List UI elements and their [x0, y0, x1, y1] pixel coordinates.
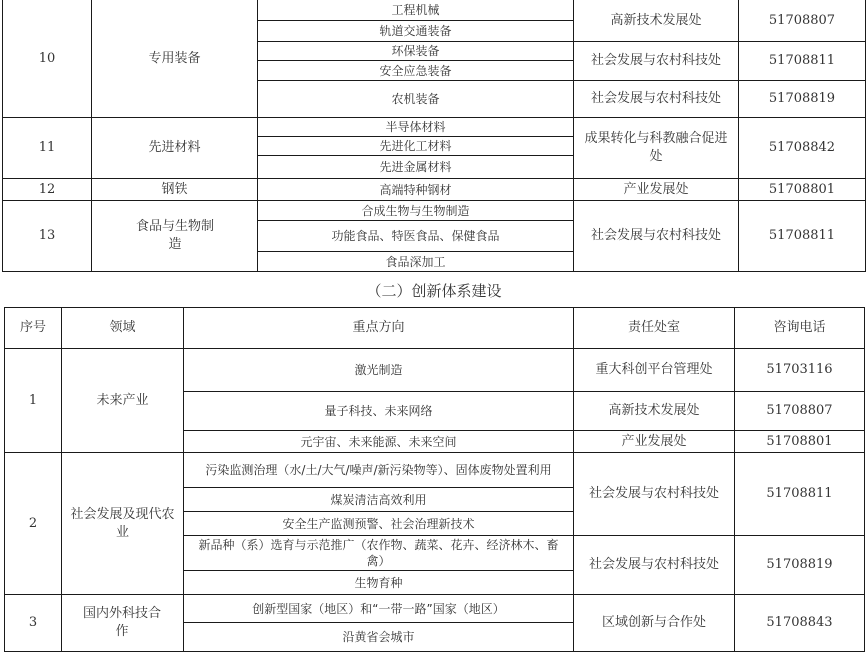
row-number: 2: [28, 515, 38, 531]
direction-cell: 环保装备: [391, 44, 440, 58]
header-field: 领域: [109, 320, 136, 335]
direction-cell: 轨道交通装备: [379, 24, 452, 38]
direction-cell: 激光制造: [354, 363, 403, 377]
office-cell: 成果转化与科教融合促进处: [584, 131, 728, 164]
col-divider: [865, 0, 866, 272]
office-cell: 产业发展处: [623, 181, 689, 197]
office-cell: 社会发展与农村科技处: [588, 557, 719, 572]
field-cell: 专用装备: [148, 50, 201, 66]
col-divider: [864, 307, 865, 652]
phone-cell: 51708801: [766, 433, 833, 449]
phone-cell: 51708807: [768, 12, 836, 28]
direction-cell: 半导体材料: [385, 120, 446, 134]
direction-cell: 安全应急装备: [379, 63, 452, 78]
direction-cell: 煤炭清洁高效利用: [330, 492, 427, 507]
direction-cell: 食品深加工: [385, 254, 446, 269]
direction-cell: 污染监测治理（水/土/大气/噪声/新污染物等）、固体废物处置利用: [205, 463, 552, 477]
phone-cell: 51708811: [768, 53, 836, 68]
header-office: 责任处室: [627, 320, 680, 335]
field-cell: 食品与生物制造: [135, 219, 214, 252]
direction-cell: 先进化工材料: [379, 139, 452, 153]
direction-cell: 功能食品、特医食品、保健食品: [331, 229, 500, 243]
direction-cell: 先进金属材料: [379, 160, 452, 174]
row-divider: [2, 271, 865, 272]
phone-cell: 51708843: [766, 615, 833, 630]
header-phone: 咨询电话: [773, 320, 826, 335]
office-cell: 产业发展处: [621, 433, 687, 449]
header-direction: 重点方向: [352, 320, 405, 335]
phone-cell: 51708807: [766, 403, 833, 418]
field-cell: 钢铁: [161, 181, 188, 197]
row-divider: [4, 651, 864, 652]
direction-cell: 沿黄省会城市: [342, 630, 415, 644]
phone-cell: 51708801: [768, 181, 836, 197]
row-number: 11: [38, 140, 56, 155]
direction-cell: 高端特种钢材: [379, 182, 452, 197]
direction-cell: 生物育种: [354, 575, 403, 590]
direction-cell: 新品种（系）选育与示范推广（农作物、蔬菜、花卉、经济林木、畜禽）: [198, 538, 559, 568]
office-cell: 区域创新与合作处: [601, 615, 706, 630]
phone-cell: 51708819: [766, 557, 833, 572]
phone-cell: 51708811: [768, 228, 836, 243]
office-cell: 社会发展与农村科技处: [590, 91, 721, 106]
phone-cell: 51708811: [766, 486, 833, 501]
row-number: 12: [38, 181, 56, 197]
direction-cell: 合成生物与生物制造: [361, 203, 470, 218]
office-cell: 社会发展与农村科技处: [590, 53, 721, 68]
section-title: （二）创新体系建设: [366, 282, 502, 300]
office-cell: 高新技术发展处: [608, 403, 700, 418]
direction-cell: 创新型国家（地区）和“一带一路”国家（地区）: [252, 601, 505, 616]
direction-cell: 安全生产监测预警、社会治理新技术: [282, 516, 475, 531]
direction-cell: 量子科技、未来网络: [324, 404, 433, 418]
header-no: 序号: [19, 320, 46, 335]
phone-cell: 51703116: [766, 362, 833, 377]
direction-cell: 元宇宙、未来能源、未来空间: [300, 434, 457, 449]
field-cell: 国内外科技合作: [82, 606, 161, 639]
phone-cell: 51708842: [768, 140, 836, 155]
office-cell: 重大科创平台管理处: [595, 362, 713, 377]
office-cell: 高新技术发展处: [610, 12, 702, 28]
field-cell: 社会发展及现代农业: [70, 506, 175, 540]
direction-cell: 工程机械: [391, 3, 440, 17]
field-cell: 先进材料: [148, 140, 201, 155]
field-cell: 未来产业: [96, 392, 149, 408]
office-cell: 社会发展与农村科技处: [588, 486, 719, 501]
row-number: 13: [38, 228, 56, 243]
row-number: 3: [28, 615, 38, 630]
office-cell: 社会发展与农村科技处: [590, 228, 721, 243]
phone-cell: 51708819: [768, 91, 836, 106]
direction-cell: 农机装备: [391, 92, 440, 106]
row-number: 1: [28, 392, 38, 408]
row-number: 10: [38, 50, 56, 66]
